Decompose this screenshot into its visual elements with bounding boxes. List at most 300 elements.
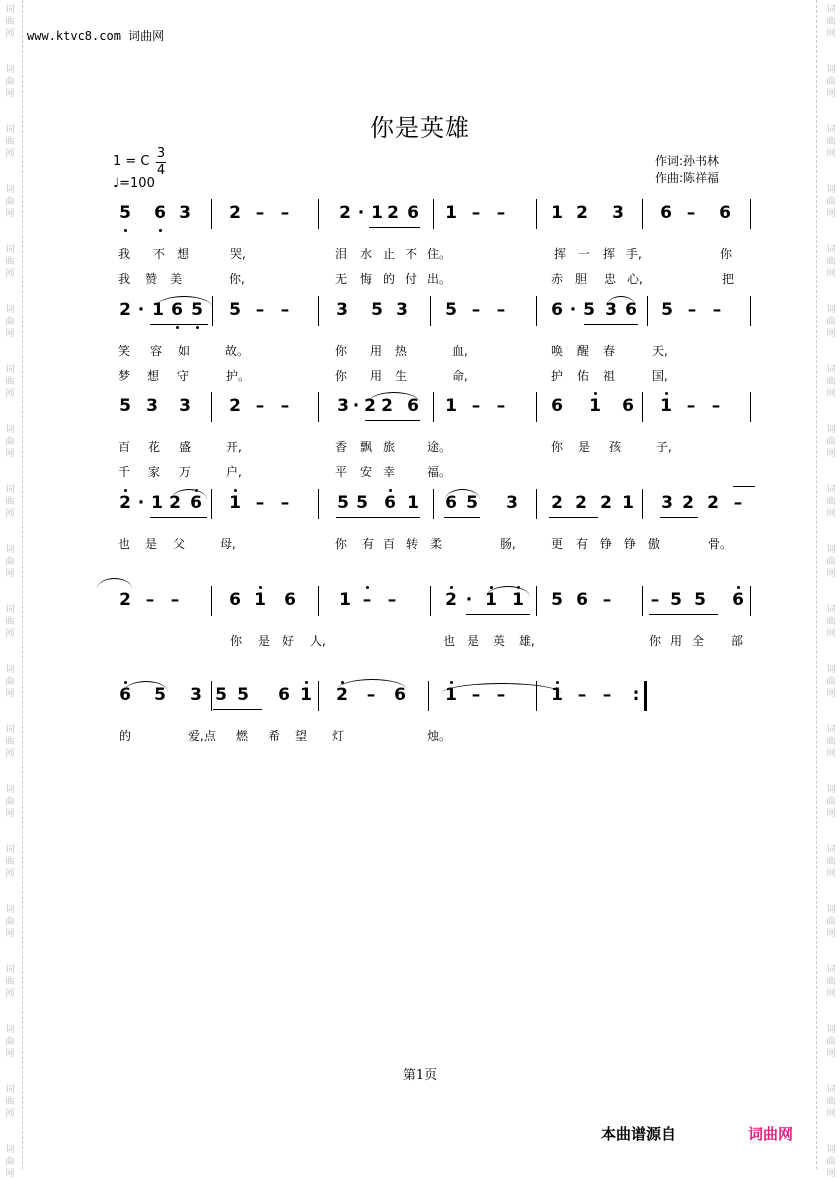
watermark-mark: 词 曲 网 — [5, 425, 15, 459]
lyric-syllable: 幸 — [383, 465, 396, 479]
watermark-mark: 词 曲 网 — [826, 1145, 836, 1179]
note: 2 — [119, 300, 131, 320]
lyric-syllable: 万 — [179, 465, 192, 479]
note: 2 — [169, 493, 181, 513]
lyric-syllable: 一 — [578, 247, 591, 261]
bar-line — [750, 392, 751, 422]
slur — [368, 392, 420, 403]
lyric-syllable: 不 — [153, 247, 166, 261]
watermark-mark: 词 曲 网 — [826, 125, 836, 159]
bar-line — [318, 681, 319, 711]
lyric-syllable: 有 — [576, 537, 589, 551]
bar-line — [750, 199, 751, 229]
lyric-syllable: 赞 — [145, 272, 158, 286]
lyric-syllable: 止 — [383, 247, 396, 261]
note: 6 — [719, 203, 731, 223]
note: 6 — [732, 590, 744, 610]
bar-line — [318, 392, 319, 422]
note: 6 — [407, 203, 419, 223]
bar-line — [642, 392, 643, 422]
watermark-mark: 词 曲 网 — [5, 545, 15, 579]
lyric-syllable: 燃 — [236, 729, 249, 743]
note: – — [255, 203, 265, 223]
lyric-syllable: 用 — [370, 369, 383, 383]
underline-beam — [466, 614, 530, 615]
site-header[interactable]: www.ktvc8.com 词曲网 — [27, 29, 165, 43]
lyric-syllable: 想 — [147, 369, 160, 383]
note: – — [687, 300, 697, 320]
underline-beam — [549, 517, 598, 518]
source-label: 本曲谱源自 — [601, 1125, 677, 1143]
note: 6 — [394, 685, 406, 705]
watermark-mark: 词 曲 网 — [5, 365, 15, 399]
lyric-syllable: 希 — [268, 729, 281, 743]
note: 3 — [506, 493, 518, 513]
bar-line — [211, 489, 212, 519]
lyric-syllable: 生 — [395, 369, 408, 383]
note: – — [255, 300, 265, 320]
note: 2 — [229, 203, 241, 223]
bar-line — [212, 296, 213, 326]
note: 5 — [337, 493, 349, 513]
note: – — [280, 396, 290, 416]
note: 2 — [119, 493, 131, 513]
note: 1 — [152, 300, 164, 320]
tie-line — [733, 486, 755, 487]
note: · — [137, 300, 145, 320]
lyric-syllable: 如 — [178, 344, 191, 358]
lyric-syllable: 泪 — [335, 247, 348, 261]
lyric-syllable: 故。 — [225, 344, 250, 358]
lyric-syllable: 血, — [452, 344, 468, 358]
note: – — [255, 396, 265, 416]
lyric-syllable: 转 — [406, 537, 419, 551]
note: – — [366, 685, 376, 705]
lyric-syllable: 福。 — [427, 465, 452, 479]
lyric-syllable: 父 — [173, 537, 186, 551]
lyric-syllable: 百 — [118, 440, 131, 454]
note: 5 — [670, 590, 682, 610]
watermark-mark: 词 曲 网 — [826, 905, 836, 939]
note: – — [280, 493, 290, 513]
note: 2 — [119, 590, 131, 610]
lyric-syllable: 挥 — [554, 247, 567, 261]
watermark-mark: 词 曲 网 — [5, 65, 15, 99]
watermark-mark: 词 曲 网 — [5, 5, 15, 39]
bar-line — [433, 392, 434, 422]
lyric-syllable: 是 — [258, 634, 271, 648]
watermark-mark: 词 曲 网 — [826, 725, 836, 759]
watermark-mark: 词 曲 网 — [5, 1085, 15, 1119]
note: – — [577, 685, 587, 705]
note: 2 — [576, 203, 588, 223]
upper-octave-dot — [665, 392, 668, 395]
note: – — [496, 685, 506, 705]
lyric-syllable: 水 — [360, 247, 373, 261]
lyric-syllable: 铮 — [600, 537, 613, 551]
note: – — [711, 396, 721, 416]
note: – — [471, 203, 481, 223]
lyric-syllable: 唤 — [551, 344, 564, 358]
bar-line — [642, 199, 643, 229]
note: 5 — [371, 300, 383, 320]
tempo-marking — [113, 176, 155, 191]
lower-octave-dot — [176, 326, 179, 329]
lyric-syllable: 你 — [649, 634, 662, 648]
underline-beam — [150, 324, 208, 325]
bar-line — [318, 489, 319, 519]
note: 6 — [171, 300, 183, 320]
note: 3 — [605, 300, 617, 320]
lyric-syllable: 花 — [148, 440, 161, 454]
upper-octave-dot — [124, 489, 127, 492]
bar-line — [536, 489, 537, 519]
watermark-mark: 词 曲 网 — [826, 185, 836, 219]
upper-octave-dot — [556, 681, 559, 684]
watermark-mark: 词 曲 网 — [826, 245, 836, 279]
tempo-value: =100 — [119, 176, 155, 191]
note: – — [733, 493, 743, 513]
bar-line — [750, 586, 751, 616]
underline-beam — [444, 517, 480, 518]
lyric-syllable: 无 — [335, 272, 348, 286]
lyric-syllable: 千 — [118, 465, 131, 479]
note: 1 — [407, 493, 419, 513]
lyric-syllable: 傲 — [648, 537, 661, 551]
lyric-syllable: 灯 — [332, 729, 345, 743]
lyric-syllable: 笑 — [118, 344, 131, 358]
note: 1 — [254, 590, 266, 610]
watermark-mark: 词 曲 网 — [5, 605, 15, 639]
note: 5 — [551, 590, 563, 610]
watermark-mark: 词 曲 网 — [826, 425, 836, 459]
note: 1 — [551, 203, 563, 223]
lyric-syllable: 胆 — [575, 272, 588, 286]
watermark-mark: 词 曲 网 — [5, 725, 15, 759]
lyric-syllable: 佑 — [577, 369, 590, 383]
watermark-mark: 词 曲 网 — [5, 1145, 15, 1179]
lyric-syllable: 烛。 — [427, 729, 452, 743]
watermark-mark: 词 曲 网 — [5, 845, 15, 879]
lyric-syllable: 护。 — [226, 369, 251, 383]
lyric-syllable: 铮 — [624, 537, 637, 551]
lyric-syllable: 挥 — [603, 247, 616, 261]
note: – — [496, 396, 506, 416]
note: – — [362, 590, 372, 610]
brand-logo[interactable]: 词曲网 — [748, 1125, 794, 1143]
slur — [97, 578, 132, 589]
upper-octave-dot — [594, 392, 597, 395]
note: 1 — [589, 396, 601, 416]
bar-line — [642, 586, 643, 616]
note: – — [496, 300, 506, 320]
note: 3 — [146, 396, 158, 416]
note: 6 — [229, 590, 241, 610]
note: 3 — [190, 685, 202, 705]
lyric-syllable: 是 — [467, 634, 480, 648]
bar-line — [647, 296, 648, 326]
lyric-syllable: 是 — [145, 537, 158, 551]
lyric-syllable: 也 — [118, 537, 131, 551]
underline-beam — [336, 517, 420, 518]
note: 6 — [551, 396, 563, 416]
lyric-syllable: 开, — [226, 440, 242, 454]
credits — [655, 153, 719, 187]
bar-line — [211, 392, 212, 422]
watermark-mark: 词 曲 网 — [826, 785, 836, 819]
lyric-syllable: 命, — [452, 369, 468, 383]
slur — [171, 489, 207, 500]
bar-line — [318, 586, 319, 616]
lyric-syllable: 也 — [443, 634, 456, 648]
lyric-syllable: 护 — [551, 369, 564, 383]
watermark-mark: 词 曲 网 — [826, 305, 836, 339]
note: 2 — [575, 493, 587, 513]
repeat-end-bar — [644, 681, 647, 711]
lyric-syllable: 英 — [493, 634, 506, 648]
lyric-syllable: 不 — [405, 247, 418, 261]
lyric-syllable: 望 — [295, 729, 308, 743]
note: 6 — [119, 685, 131, 705]
lyric-syllable: 天, — [652, 344, 668, 358]
note: 2 — [229, 396, 241, 416]
note: : — [632, 685, 640, 705]
lyric-syllable: 你 — [335, 369, 348, 383]
note: – — [387, 590, 397, 610]
underline-beam — [385, 227, 420, 228]
note: 5 — [119, 203, 131, 223]
lyric-syllable: 是 — [578, 440, 591, 454]
upper-octave-dot — [737, 586, 740, 589]
lyric-syllable: 母, — [220, 537, 236, 551]
watermark-mark: 词 曲 网 — [826, 545, 836, 579]
lyric-syllable: 飘 — [360, 440, 373, 454]
bar-line — [430, 296, 431, 326]
watermark-mark: 词 曲 网 — [826, 5, 836, 39]
note: – — [712, 300, 722, 320]
underline-beam — [660, 517, 698, 518]
note: 6 — [551, 300, 563, 320]
note: 6 — [278, 685, 290, 705]
lyric-syllable: 百 — [383, 537, 396, 551]
slur — [156, 296, 212, 307]
note: 6 — [384, 493, 396, 513]
right-margin-border — [816, 0, 817, 1169]
lyric-syllable: 想 — [177, 247, 190, 261]
note: 6 — [154, 203, 166, 223]
note: 3 — [396, 300, 408, 320]
watermark-mark: 词 曲 网 — [5, 485, 15, 519]
note: 5 — [356, 493, 368, 513]
lyric-syllable: 途。 — [427, 440, 452, 454]
left-margin-border — [22, 0, 23, 1169]
bar-line — [536, 681, 537, 711]
note: 1 — [445, 203, 457, 223]
slur — [606, 296, 636, 307]
lyric-syllable: 守 — [177, 369, 190, 383]
note: 1 — [445, 396, 457, 416]
note: 2 — [707, 493, 719, 513]
watermark-mark: 词 曲 网 — [5, 905, 15, 939]
key-signature: 1 = C — [113, 154, 150, 169]
lyric-syllable: 孩 — [609, 440, 622, 454]
time-signature-top: 3 — [156, 146, 166, 161]
note: 6 — [284, 590, 296, 610]
lyric-syllable: 付 — [405, 272, 418, 286]
lyric-syllable: 雄, — [519, 634, 535, 648]
watermark-mark: 词 曲 网 — [5, 305, 15, 339]
note: – — [686, 396, 696, 416]
watermark-mark: 词 曲 网 — [826, 605, 836, 639]
note: 5 — [694, 590, 706, 610]
lyric-syllable: 平 — [335, 465, 348, 479]
bar-line — [433, 489, 434, 519]
note: – — [280, 203, 290, 223]
watermark-mark: 词 曲 网 — [826, 665, 836, 699]
lyric-syllable: 你 — [335, 344, 348, 358]
bar-line — [211, 681, 212, 711]
note: 3 — [337, 396, 349, 416]
bar-line — [428, 681, 429, 711]
lyric-syllable: 盛 — [179, 440, 192, 454]
lyric-syllable: 心, — [627, 272, 643, 286]
lyric-syllable: 的 — [119, 729, 132, 743]
page-number: 第1页 — [402, 1068, 438, 1083]
bar-line — [536, 199, 537, 229]
note: · — [357, 203, 365, 223]
lyric-syllable: 你, — [229, 272, 245, 286]
note: – — [686, 203, 696, 223]
underline-beam — [213, 709, 262, 710]
note: 5 — [237, 685, 249, 705]
lyric-syllable: 旅 — [383, 440, 396, 454]
bar-line — [433, 199, 434, 229]
note: 2 — [339, 203, 351, 223]
note: – — [471, 685, 481, 705]
watermark-mark: 词 曲 网 — [5, 965, 15, 999]
upper-octave-dot — [450, 586, 453, 589]
watermark-mark: 词 曲 网 — [5, 125, 15, 159]
lyric-syllable: 热 — [395, 344, 408, 358]
lyric-syllable: 忠 — [604, 272, 617, 286]
upper-octave-dot — [259, 586, 262, 589]
lower-octave-dot — [196, 326, 199, 329]
lyric-syllable: 子, — [656, 440, 672, 454]
bar-line — [430, 586, 431, 616]
note: 3 — [612, 203, 624, 223]
lyric-syllable: 你 — [551, 440, 564, 454]
watermark-mark: 词 曲 网 — [5, 1025, 15, 1059]
lyric-syllable: 柔 — [430, 537, 443, 551]
lyric-syllable: 住。 — [427, 247, 452, 261]
lower-octave-dot — [159, 229, 162, 232]
lyricist: 作词:孙书林 — [655, 154, 720, 168]
lyric-syllable: 国, — [652, 369, 668, 383]
note: 5 — [583, 300, 595, 320]
lyric-syllable: 用 — [670, 634, 683, 648]
note: 6 — [576, 590, 588, 610]
lyric-syllable: 我 — [118, 272, 131, 286]
lyric-syllable: 悔 — [360, 272, 373, 286]
lyric-syllable: 容 — [150, 344, 163, 358]
note: 1 — [445, 685, 457, 705]
lyric-syllable: 你 — [720, 247, 733, 261]
note: 3 — [336, 300, 348, 320]
lower-octave-dot — [124, 229, 127, 232]
lyric-syllable: 肠, — [500, 537, 516, 551]
lyric-syllable: 把 — [722, 272, 735, 286]
watermark-mark: 词 曲 网 — [5, 785, 15, 819]
lyric-syllable: 哭, — [230, 247, 246, 261]
note: 6 — [190, 493, 202, 513]
upper-octave-dot — [366, 586, 369, 589]
note: 5 — [445, 300, 457, 320]
lyric-syllable: 有 — [362, 537, 375, 551]
composer: 作曲:陈祥福 — [655, 171, 720, 185]
lyric-syllable: 你 — [230, 634, 243, 648]
note: 3 — [661, 493, 673, 513]
note: – — [471, 396, 481, 416]
bar-line — [211, 586, 212, 616]
note: 1 — [371, 203, 383, 223]
lyric-syllable: 梦 — [118, 369, 131, 383]
note: 5 — [215, 685, 227, 705]
note: – — [255, 493, 265, 513]
watermark-mark: 词 曲 网 — [826, 965, 836, 999]
note: 1 — [551, 685, 563, 705]
note: 1 — [151, 493, 163, 513]
bar-line — [318, 296, 319, 326]
watermark-mark: 词 曲 网 — [826, 845, 836, 879]
song-title: 你是英雄 — [370, 114, 470, 142]
note: – — [170, 590, 180, 610]
time-signature — [156, 146, 166, 179]
watermark-mark: 词 曲 网 — [5, 245, 15, 279]
bar-line — [536, 296, 537, 326]
note: · — [352, 396, 360, 416]
bar-line — [750, 296, 751, 326]
bar-line — [211, 199, 212, 229]
note: 6 — [622, 396, 634, 416]
note: 6 — [445, 493, 457, 513]
lyric-syllable: 香 — [335, 440, 348, 454]
watermark-mark: 词 曲 网 — [826, 485, 836, 519]
bar-line — [318, 199, 319, 229]
note: 1 — [622, 493, 634, 513]
lyric-syllable: 家 — [148, 465, 161, 479]
note: 2 — [381, 396, 393, 416]
note: 3 — [179, 396, 191, 416]
underline-beam — [365, 420, 420, 421]
upper-octave-dot — [234, 489, 237, 492]
note: 2 — [600, 493, 612, 513]
lyric-syllable: 的 — [383, 272, 396, 286]
note: – — [280, 300, 290, 320]
note: 2 — [445, 590, 457, 610]
note: – — [602, 685, 612, 705]
lyric-syllable: 你 — [335, 537, 348, 551]
note: 5 — [119, 396, 131, 416]
note: 6 — [660, 203, 672, 223]
note: 6 — [407, 396, 419, 416]
slur — [445, 489, 480, 500]
note: – — [650, 590, 660, 610]
note: 1 — [229, 493, 241, 513]
note: – — [145, 590, 155, 610]
note: 1 — [339, 590, 351, 610]
lyric-syllable: 户, — [226, 465, 242, 479]
lyric-syllable: 我 — [118, 247, 131, 261]
